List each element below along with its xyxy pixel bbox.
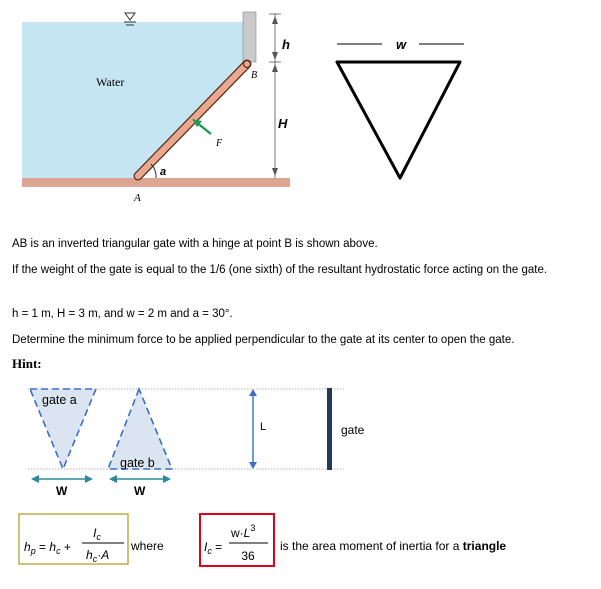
problem-line-4: Determine the minimum force to be applied perpendicular to the gate at its center to open the gate. <box>12 334 515 346</box>
svg-text:w·L3: $w\cdot L^3$ <box>231 523 256 540</box>
L-label: L <box>260 421 267 433</box>
svg-text:is the area moment of inertia <box>280 539 506 553</box>
problem-line-3: h = 1 m, H = 3 m, and w = 2 m and a = 30°. <box>12 308 233 320</box>
hp-symbol: h <box>24 540 31 554</box>
hc-subscript: c <box>56 546 61 556</box>
label-h: h <box>282 37 290 52</box>
w-numerator: w <box>231 526 240 540</box>
gate-diagram <box>0 0 601 215</box>
where-label: where <box>131 539 164 553</box>
moment-note: is the area moment of inertia for a <box>280 539 463 553</box>
svg-text:hp = hc +: $h_p = h_c$ + <box>24 540 71 556</box>
Ic2-subscript: c <box>207 546 212 556</box>
svg-text:Ic =: $I_c$ = <box>204 540 223 556</box>
area-symbol: A <box>101 548 110 562</box>
gate-label: gate <box>341 423 365 437</box>
label-B: B <box>251 70 258 81</box>
label-F: F <box>216 138 223 149</box>
hp-formula-box <box>19 514 128 564</box>
hinge-B <box>244 61 251 68</box>
ground <box>22 178 290 187</box>
label-w: w <box>396 37 407 52</box>
problem-line-2: If the weight of the gate is equal to the 1/6 (one sixth) of the resultant hydrostatic force acting on the gate. <box>12 264 548 276</box>
w-label-b: W <box>134 484 146 498</box>
hc-denominator: h <box>86 548 93 562</box>
water-label: Water <box>96 75 125 89</box>
problem-line-1: AB is an inverted triangular gate with a hinge at point B is shown above. <box>12 238 378 250</box>
moment-note-bold: triangle <box>462 539 507 553</box>
gate-b-label: gate b <box>120 456 155 470</box>
gate-side-view <box>327 388 332 470</box>
denominator-36: 36 <box>241 549 255 563</box>
svg-text:hc·A: $h_c\cdot A$ <box>86 548 110 564</box>
hint-title: Hint: <box>12 356 42 371</box>
hint-diagram <box>0 380 601 500</box>
Ic-numerator: I <box>93 526 97 540</box>
hc-symbol: h <box>49 540 57 554</box>
hp-subscript: p <box>30 546 36 556</box>
free-surface-marker <box>125 13 135 20</box>
label-A: A <box>134 192 141 204</box>
Ic2-symbol: I <box>204 540 208 554</box>
label-a: a <box>160 166 167 178</box>
Ic-numerator-sub: c <box>96 532 101 542</box>
L-numerator: L <box>243 526 251 540</box>
w-label-a: W <box>56 484 68 498</box>
inverted-triangle <box>337 62 460 178</box>
hc-denominator-sub: c <box>92 554 98 564</box>
wall <box>243 12 256 62</box>
label-H: H <box>278 116 288 131</box>
L-exponent: 3 <box>250 523 256 533</box>
formula-row <box>0 508 601 572</box>
gate-a-label: gate a <box>42 393 77 407</box>
